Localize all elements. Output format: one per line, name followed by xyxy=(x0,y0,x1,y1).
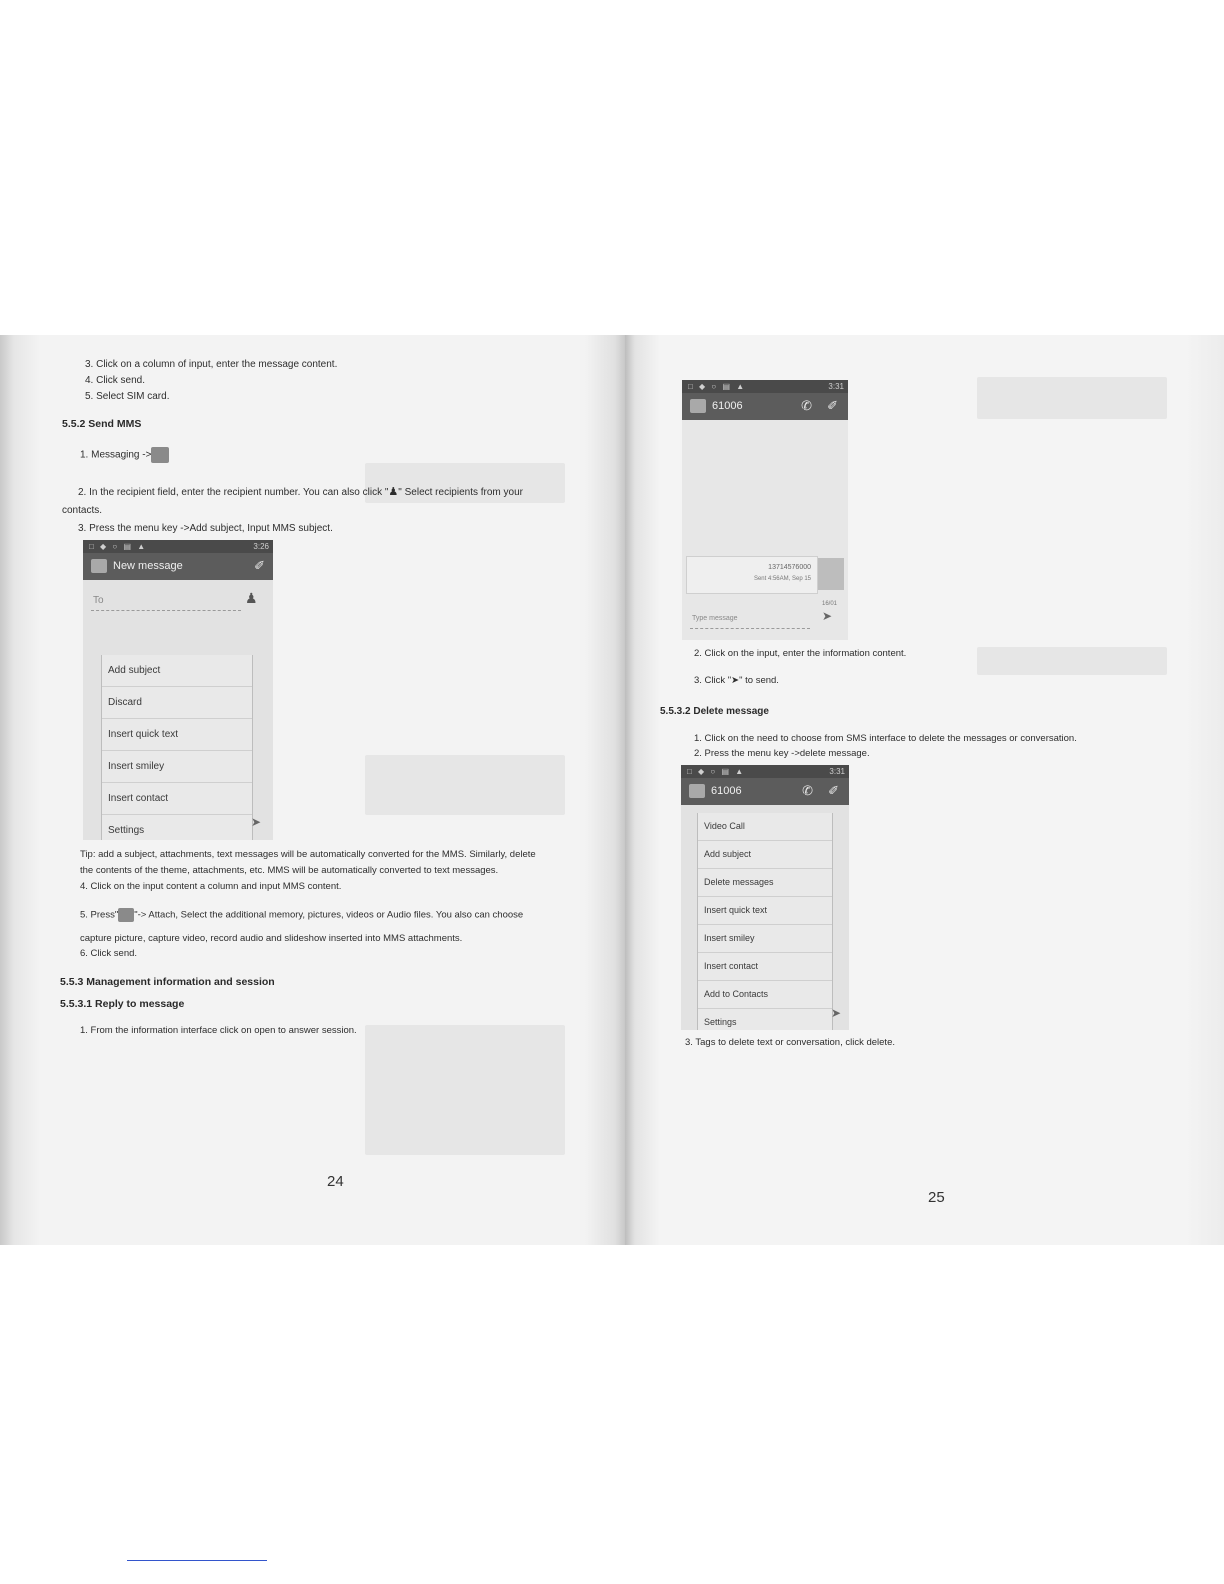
action-bar xyxy=(83,553,273,580)
step-text: 5. Select SIM card. xyxy=(85,391,170,402)
step-text: 4. Click on the input content a column and input MMS content. xyxy=(80,881,342,892)
section-heading-reply: 5.5.3.1 Reply to message xyxy=(60,998,185,1010)
step-text: capture picture, capture video, record audio and slideshow inserted into MMS attachments. xyxy=(80,933,463,944)
status-bar xyxy=(83,540,273,553)
screenshot-delete-menu xyxy=(681,765,849,1030)
tip-text: Tip: add a subject, attachments, text messages will be automatically converted for the MMS. Similarly, delete xyxy=(80,849,536,860)
step-text: 6. Click send. xyxy=(80,948,138,959)
step-text: 3. Click on a column of input, enter the message content. xyxy=(85,359,338,370)
step-text: 2. Press the menu key ->delete message. xyxy=(694,748,870,759)
add-contact-icon[interactable]: ♟ xyxy=(245,590,258,606)
status-time: 3:26 xyxy=(253,542,269,551)
menu-item-add-to-contacts[interactable]: Add to Contacts xyxy=(698,981,832,1009)
action-bar xyxy=(681,778,849,805)
bleed-through xyxy=(365,1025,565,1155)
step-text: 3. Tags to delete text or conversation, click delete. xyxy=(685,1037,895,1048)
menu-item-video-call[interactable]: Video Call xyxy=(698,813,832,841)
menu-item-insert-quick-text[interactable]: Insert quick text xyxy=(698,897,832,925)
screenshot-new-message xyxy=(83,540,273,840)
step-text: 2. In the recipient field, enter the recipient number. You can also click "♟" Select recipients from your xyxy=(78,486,523,498)
action-bar xyxy=(682,393,848,420)
attach-icon xyxy=(118,908,134,922)
to-field[interactable]: To xyxy=(93,595,104,606)
section-heading-send-mms: 5.5.2 Send MMS xyxy=(62,418,142,430)
step-text: 5. Press" "-> Attach, Select the additional memory, pictures, videos or Audio files. You also can choose xyxy=(80,909,524,921)
bleed-through xyxy=(365,755,565,815)
step-text: 1. From the information interface click on open to answer session. xyxy=(80,1025,357,1036)
messaging-avatar-icon xyxy=(690,399,706,413)
bleed-through xyxy=(977,377,1167,419)
message-input[interactable]: Type message xyxy=(692,615,738,622)
message-input-underline xyxy=(690,628,810,629)
page-number-left: 24 xyxy=(327,1173,344,1190)
step-text: 4. Click send. xyxy=(85,375,146,386)
messaging-avatar-icon xyxy=(689,784,705,798)
call-icon[interactable]: ✆ xyxy=(802,783,813,798)
menu-item-insert-quick-text[interactable]: Insert quick text xyxy=(102,719,252,751)
menu-item-insert-smiley[interactable]: Insert smiley xyxy=(698,925,832,953)
page-number-right: 25 xyxy=(928,1189,945,1206)
bleed-through xyxy=(977,647,1167,675)
tip-text: the contents of the theme, attachments, etc. MMS will be automatically converted to text messages. xyxy=(80,865,499,876)
menu-item-discard[interactable]: Discard xyxy=(102,687,252,719)
screenshot-conversation xyxy=(682,380,848,640)
menu-item-settings[interactable]: Settings xyxy=(102,815,252,840)
attach-icon[interactable]: ✐ xyxy=(828,783,839,798)
menu-item-insert-contact[interactable]: Insert contact xyxy=(102,783,252,815)
link-underline xyxy=(127,1560,267,1561)
add-contact-icon: ♟ xyxy=(388,486,399,498)
contact-title: 61006 xyxy=(711,785,742,797)
menu-item-add-subject[interactable]: Add subject xyxy=(102,655,252,687)
to-field-underline xyxy=(91,610,241,611)
step-text: 1. Click on the need to choose from SMS interface to delete the messages or conversation. xyxy=(694,733,1077,744)
call-icon[interactable]: ✆ xyxy=(801,398,812,413)
options-menu xyxy=(101,655,253,840)
left-page xyxy=(0,335,625,1245)
step-text: 1. Messaging -> xyxy=(80,447,169,463)
status-time: 3:31 xyxy=(829,767,845,776)
step-text: contacts. xyxy=(62,505,103,516)
menu-item-insert-contact[interactable]: Insert contact xyxy=(698,953,832,981)
options-menu xyxy=(697,813,833,1030)
message-timestamp: Sent 4:56AM, Sep 15 xyxy=(753,576,811,582)
status-icons: □ ◆ ○ ▤ ▲ xyxy=(687,767,746,776)
section-heading-management: 5.5.3 Management information and session xyxy=(60,976,275,988)
step-text: 2. Click on the input, enter the information content. xyxy=(694,648,907,659)
contact-title: 61006 xyxy=(712,400,743,412)
menu-item-delete-messages[interactable]: Delete messages xyxy=(698,869,832,897)
menu-item-add-subject[interactable]: Add subject xyxy=(698,841,832,869)
message-sender: 13714576000 xyxy=(768,564,811,571)
attach-icon[interactable]: ✐ xyxy=(254,558,265,573)
status-icons: □ ◆ ○ ▤ ▲ xyxy=(688,382,747,391)
contact-avatar xyxy=(818,558,844,590)
step-text: 3. Click "➤" to send. xyxy=(694,675,779,686)
messaging-avatar-icon xyxy=(91,559,107,573)
right-page xyxy=(625,335,1224,1245)
screen-title: New message xyxy=(113,560,183,572)
char-counter: 16/01 xyxy=(822,601,838,607)
menu-item-settings[interactable]: Settings xyxy=(698,1009,832,1030)
status-bar xyxy=(682,380,848,393)
step-text: 3. Press the menu key ->Add subject, Input MMS subject. xyxy=(78,523,333,534)
send-icon: ➤ xyxy=(731,675,740,686)
attach-icon[interactable]: ✐ xyxy=(827,398,838,413)
send-icon[interactable]: ➤ xyxy=(822,609,833,623)
menu-item-insert-smiley[interactable]: Insert smiley xyxy=(102,751,252,783)
status-time: 3:31 xyxy=(828,382,844,391)
send-icon[interactable]: ➤ xyxy=(251,815,262,829)
messaging-app-icon xyxy=(151,447,169,463)
message-bubble[interactable] xyxy=(686,556,818,594)
status-icons: □ ◆ ○ ▤ ▲ xyxy=(89,542,148,551)
status-bar xyxy=(681,765,849,778)
book-spread xyxy=(0,335,1224,1245)
send-icon[interactable]: ➤ xyxy=(831,1006,842,1020)
section-heading-delete: 5.5.3.2 Delete message xyxy=(660,706,769,717)
